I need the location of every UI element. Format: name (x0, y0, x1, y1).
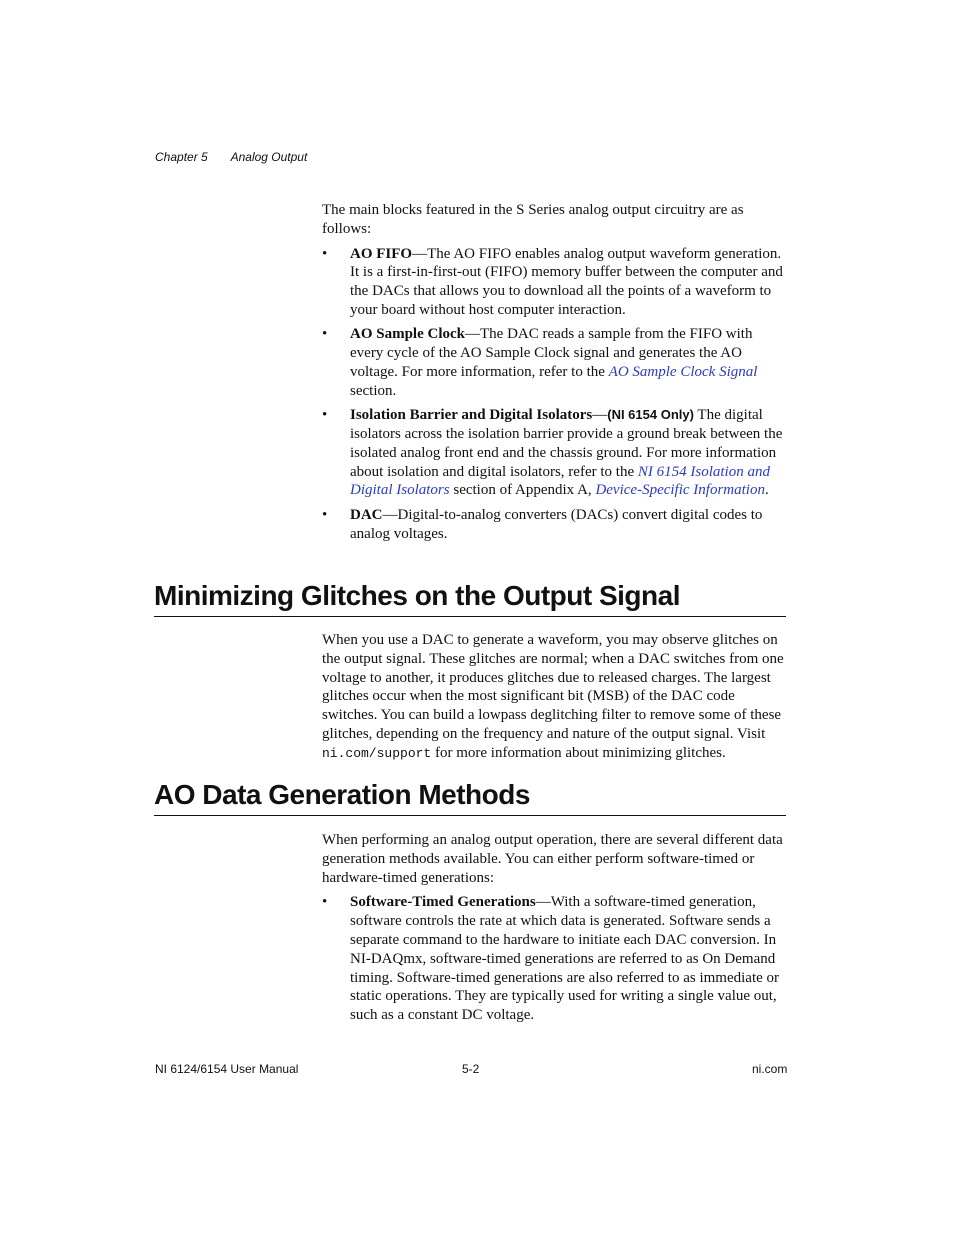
heading-minimizing-glitches: Minimizing Glitches on the Output Signal (154, 579, 786, 617)
list-item (322, 506, 786, 544)
generation-intro: When performing an analog output operation, there are several different data generation methods available. You can either perform software-timed or hardware-timed generations: (322, 832, 783, 886)
chapter-number: Chapter 5 (155, 150, 208, 164)
glitches-text: When you use a DAC to generate a waveform, you may observe glitches on the output signal. These glitches are normal; when a DAC switches from one voltage to another, it produces glitches due to released charges. The largest glitches occur when the most significant bit (MSB) of the DAC code switches. You can build a lowpass deglitching filter to remove some of these glitches, depending on the frequency and nature of the output signal. Visit (322, 632, 784, 742)
bullet: • (322, 506, 328, 523)
list-item (322, 893, 786, 1025)
footer-manual-title: NI 6124/6154 User Manual (155, 1062, 299, 1076)
glitches-text-after: for more information about minimizing glitches. (431, 744, 726, 761)
item-text: —Digital-to-analog converters (DACs) convert digital codes to analog voltages. (350, 506, 763, 542)
bullet: • (322, 245, 328, 262)
footer-website: ni.com (752, 1062, 788, 1076)
item-text: The digital isolators across the isolation barrier provide a ground break between the isolated analog front end and the chassis ground. For more information about isolation and digital isolators, refer to the (350, 407, 783, 480)
intro-paragraph: The main blocks featured in the S Series analog output circuitry are as follows: (322, 202, 744, 237)
list-item (322, 325, 786, 400)
item-text: —With a software-timed generation, software controls the rate at which data is generated. Software sends a separate command to the hardware to initiate each DAC conversion. In NI-DAQmx, software-timed generations are referred to as On Demand timing. Software-timed generations are also referred to as immediate or static operations. They are typically used for writing a single value out, such as a constant DC voltage. (350, 894, 780, 1024)
bullet: • (322, 407, 328, 424)
bullet: • (322, 326, 328, 343)
dash: — (592, 407, 608, 424)
heading-ao-data-generation: AO Data Generation Methods (154, 778, 786, 816)
running-header (155, 150, 327, 164)
term-isolation-barrier: Isolation Barrier and Digital Isolators (350, 407, 593, 424)
list-item (322, 245, 786, 320)
glitches-section (322, 631, 786, 764)
generation-section (322, 831, 786, 1031)
item-text-after: section. (350, 382, 397, 399)
link-isolation-digital-isolators[interactable]: NI 6154 Isolation and Digital Isolators (350, 463, 770, 499)
term-software-timed: Software-Timed Generations (350, 894, 536, 911)
term-dac: DAC (350, 506, 383, 523)
glitches-paragraph (322, 631, 786, 764)
support-url[interactable]: ni.com/support (322, 745, 432, 761)
term-ao-sample-clock: AO Sample Clock (350, 326, 466, 343)
link-ao-sample-clock-signal[interactable]: AO Sample Clock Signal (608, 363, 758, 380)
item-text-after: . (764, 482, 769, 499)
item-text: —The AO FIFO enables analog output waveform generation. It is a first-in-first-out (FIFO) memory buffer between the computer and the DACs that allows you to download all the points of a waveform to your board without host computer interaction. (350, 245, 783, 318)
term-ao-fifo: AO FIFO (350, 245, 413, 262)
item-text-mid: section of Appendix A, (449, 482, 596, 499)
item-text: —The DAC reads a sample from the FIFO with every cycle of the AO Sample Clock signal and generates the AO voltage. For more information, refer to the (350, 326, 753, 380)
bullet: • (322, 894, 328, 911)
list-item (322, 406, 786, 500)
footer-page-number: 5-2 (462, 1062, 480, 1076)
generation-list (322, 893, 786, 1025)
chapter-title: Analog Output (230, 150, 308, 164)
blocks-list (322, 245, 786, 544)
blocks-section (322, 201, 786, 549)
device-note: (NI 6154 Only) (607, 407, 694, 423)
link-device-specific-information[interactable]: Device-Specific Information (595, 482, 765, 499)
